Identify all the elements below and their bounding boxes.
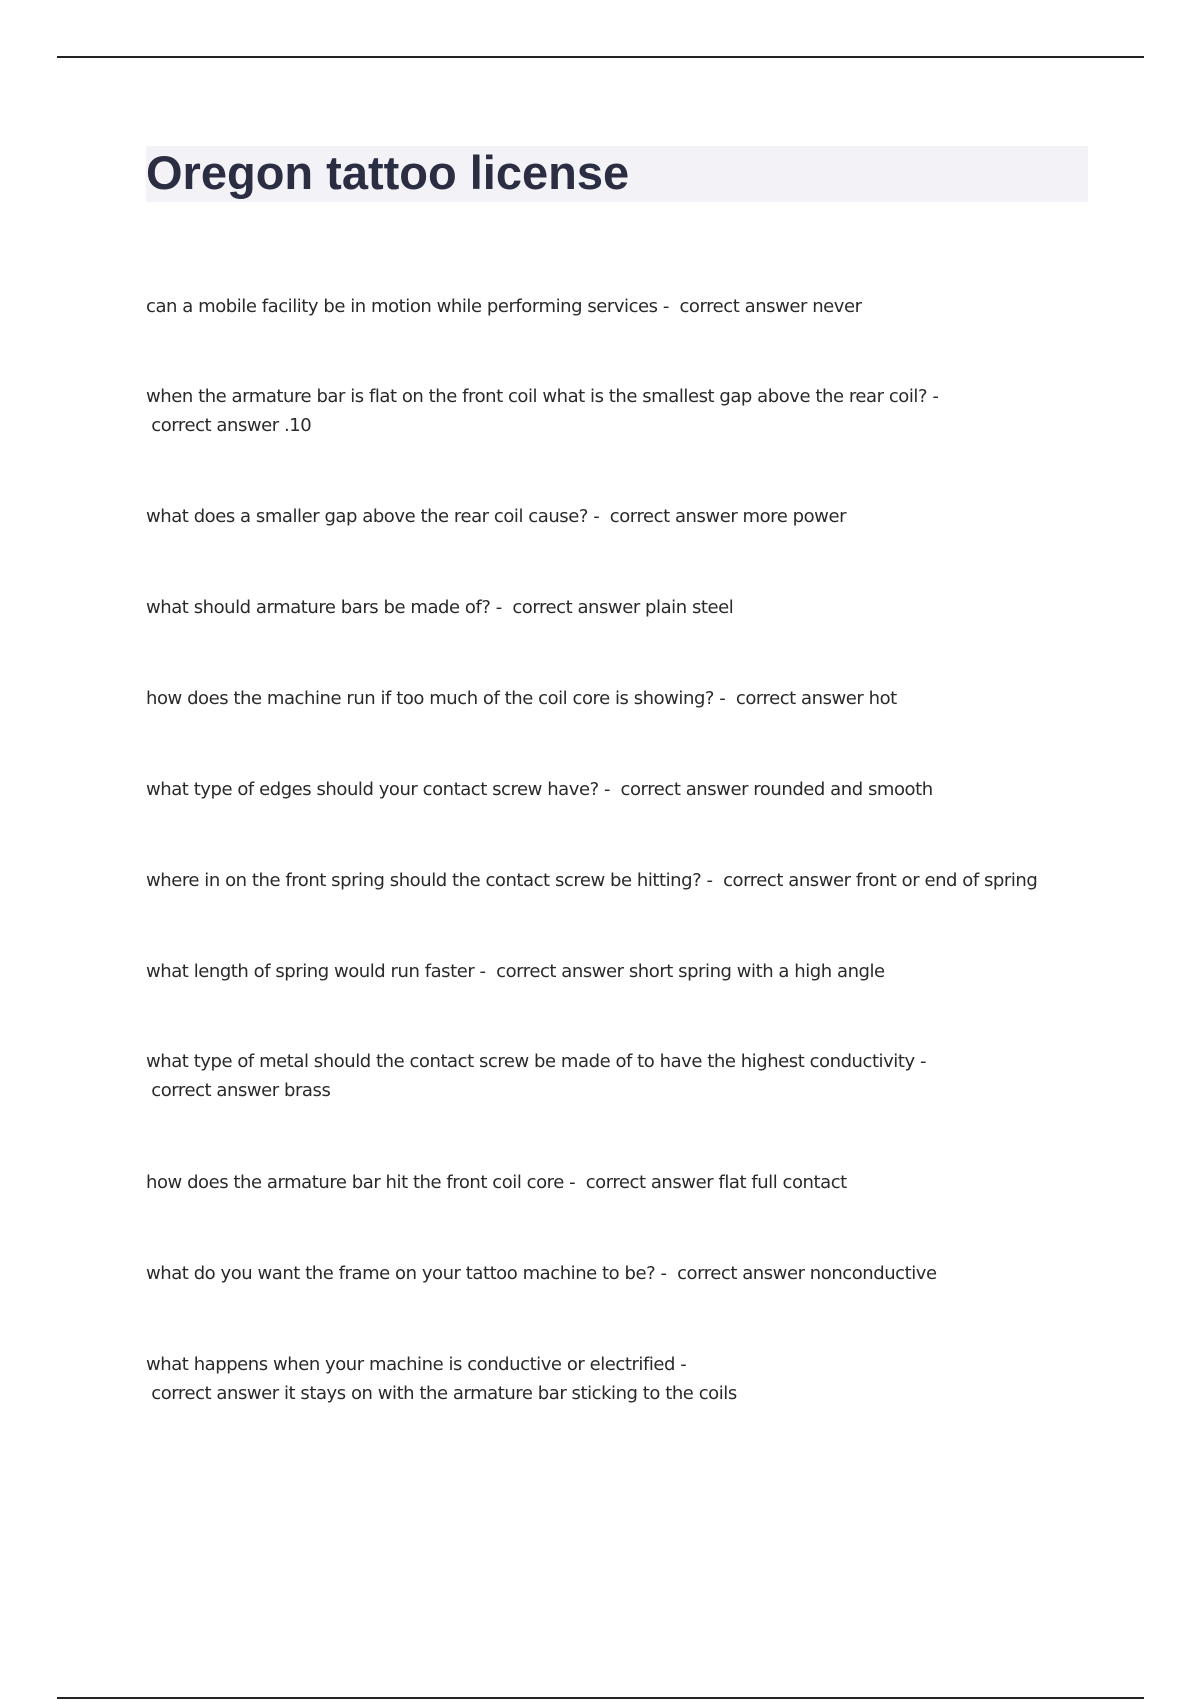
question-text: how does the machine run if too much of the coil core is showing? - [146,688,731,709]
answer-text: correct answer plain steel [507,597,734,618]
question-text: what type of edges should your contact screw have? - [146,779,616,800]
answer-text: correct answer rounded and smooth [615,779,933,800]
question-text: what happens when your machine is conductive or electrified - [146,1354,687,1375]
qa-item-6 [146,775,1091,804]
answer-text: correct answer more power [604,506,847,527]
answer-text: correct answer short spring with a high angle [490,961,885,982]
qa-item-2 [146,382,1091,440]
answer-text: correct answer brass [146,1080,331,1101]
answer-text: correct answer it stays on with the armature bar sticking to the coils [146,1383,737,1404]
page-title: Oregon tattoo license [146,146,630,199]
qa-item-4 [146,593,1091,622]
qa-item-8 [146,957,1091,986]
question-text: where in on the front spring should the contact screw be hitting? - [146,870,718,891]
answer-text: correct answer hot [730,688,897,709]
qa-item-7 [146,866,1091,895]
question-text: what length of spring would run faster - [146,961,491,982]
qa-item-12 [146,1350,1091,1408]
answer-text: correct answer flat full contact [580,1172,847,1193]
header-rule [57,56,1144,58]
answer-text: correct answer nonconductive [671,1263,937,1284]
question-text: can a mobile facility be in motion while performing services - [146,296,675,317]
answer-text: correct answer .10 [146,415,312,436]
qa-item-5 [146,684,1091,713]
question-text: when the armature bar is flat on the front coil what is the smallest gap above the rear coil? - [146,386,939,407]
qa-item-11 [146,1259,1091,1288]
question-text: what type of metal should the contact screw be made of to have the highest conductivity - [146,1051,926,1072]
question-text: what does a smaller gap above the rear coil cause? - [146,506,605,527]
question-text: what should armature bars be made of? - [146,597,508,618]
qa-item-1 [146,292,1091,321]
answer-text: correct answer front or end of spring [717,870,1038,891]
answer-text: correct answer never [674,296,862,317]
qa-item-9 [146,1047,1091,1105]
footer-rule [57,1697,1144,1699]
qa-item-10 [146,1168,1091,1197]
question-text: how does the armature bar hit the front coil core - [146,1172,581,1193]
question-text: what do you want the frame on your tattoo machine to be? - [146,1263,672,1284]
qa-item-3 [146,502,1091,531]
